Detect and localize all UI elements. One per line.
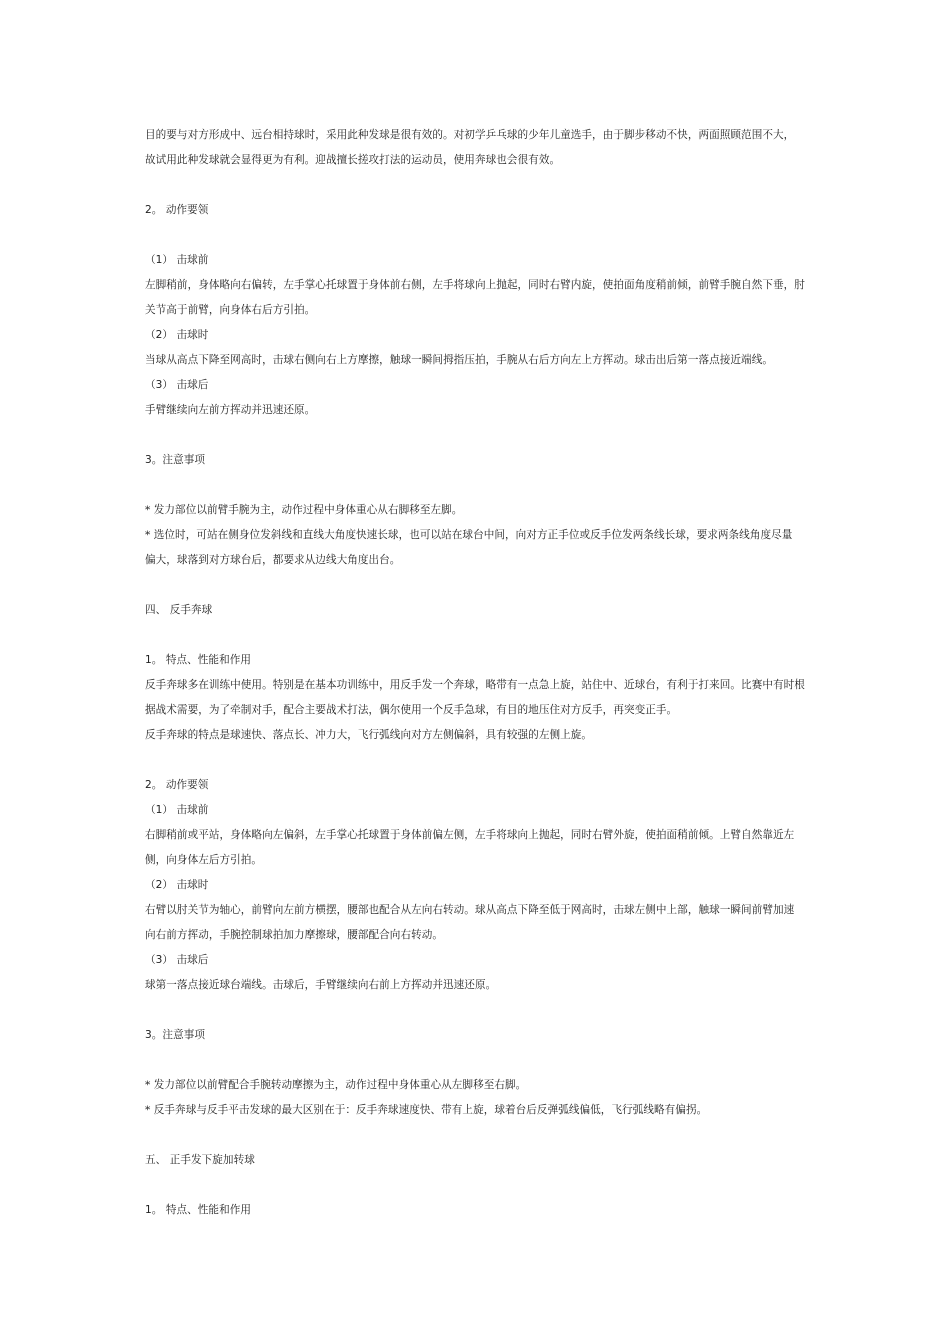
paragraph-line: 反手奔球多在训练中使用。特别是在基本功训练中，用反手发一个奔球，略带有一点急上旋，站住中、近球台，有利于打来回。比赛中有时根 [145,679,805,691]
subsection-heading: （1） 击球前 [145,804,209,816]
chapter-heading: 四、 反手奔球 [145,604,213,616]
subsection-heading: （1） 击球前 [145,254,209,266]
section-heading: 1。 特点、性能和作用 [145,1204,252,1216]
paragraph-line: 右脚稍前或平站，身体略向左偏斜，左手掌心托球置于身体前偏左侧，左手将球向上抛起，同时右臂外旋，使拍面稍前倾。上臂自然靠近左 [145,829,795,841]
paragraph-line: 右臂以肘关节为轴心，前臂向左前方横摆，腰部也配合从左向右转动。球从高点下降至低于网高时，击球左侧中上部，触球一瞬间前臂加速 [145,904,795,916]
section-heading: 2。 动作要领 [145,204,209,216]
bullet-line: * 发力部位以前臂配合手腕转动摩擦为主，动作过程中身体重心从左脚移至右脚。 [145,1079,527,1091]
bullet-line: * 反手奔球与反手平击发球的最大区别在于：反手奔球速度快、带有上旋，球着台后反弹弧线偏低，飞行弧线略有偏拐。 [145,1104,708,1116]
section-heading: 3。注意事项 [145,454,206,466]
paragraph-line: 当球从高点下降至网高时，击球右侧向右上方摩擦，触球一瞬间拇指压拍，手腕从右后方向左上方挥动。球击出后第一落点接近端线。 [145,354,773,366]
bullet-line: * 发力部位以前臂手腕为主，动作过程中身体重心从右脚移至左脚。 [145,504,463,516]
subsection-heading: （2） 击球时 [145,329,209,341]
subsection-heading: （3） 击球后 [145,379,209,391]
paragraph-line: 目的要与对方形成中、远台相持球时，采用此种发球是很有效的。对初学乒乓球的少年儿童选手，由于脚步移动不快，两面照顾范围不大， [145,129,795,141]
paragraph-line: 据战术需要，为了牵制对手，配合主要战术打法，偶尔使用一个反手急球，有目的地压住对方反手，再突变正手。 [145,704,678,716]
paragraph-line: 球第一落点接近球台端线。击球后，手臂继续向右前上方挥动并迅速还原。 [145,979,497,991]
chapter-heading: 五、 正手发下旋加转球 [145,1154,255,1166]
paragraph-line: 左脚稍前，身体略向右偏转，左手掌心托球置于身体前右侧，左手将球向上抛起，同时右臂内旋，使拍面角度稍前倾，前臂手腕自然下垂，肘 [145,279,805,291]
section-heading: 1。 特点、性能和作用 [145,654,252,666]
section-heading: 3。注意事项 [145,1029,206,1041]
subsection-heading: （3） 击球后 [145,954,209,966]
paragraph-line: 向右前方挥动，手腕控制球拍加力摩擦球，腰部配合向右转动。 [145,929,444,941]
bullet-line: * 选位时，可站在侧身位发斜线和直线大角度快速长球，也可以站在球台中间，向对方正手位或反手位发两条线长球，要求两条线角度尽量 [145,529,793,541]
paragraph-line: 侧，向身体左后方引拍。 [145,854,263,866]
subsection-heading: （2） 击球时 [145,879,209,891]
paragraph-line: 故试用此种发球就会显得更为有利。迎战擅长搓攻打法的运动员，使用奔球也会很有效。 [145,154,561,166]
paragraph-line: 反手奔球的特点是球速快、落点长、冲力大，飞行弧线向对方左侧偏斜，具有较强的左侧上旋。 [145,729,593,741]
paragraph-line: 手臂继续向左前方挥动并迅速还原。 [145,404,316,416]
paragraph-line: 关节高于前臂，向身体右后方引拍。 [145,304,316,316]
paragraph-line: 偏大，球落到对方球台后，都要求从边线大角度出台。 [145,554,401,566]
section-heading: 2。 动作要领 [145,779,209,791]
